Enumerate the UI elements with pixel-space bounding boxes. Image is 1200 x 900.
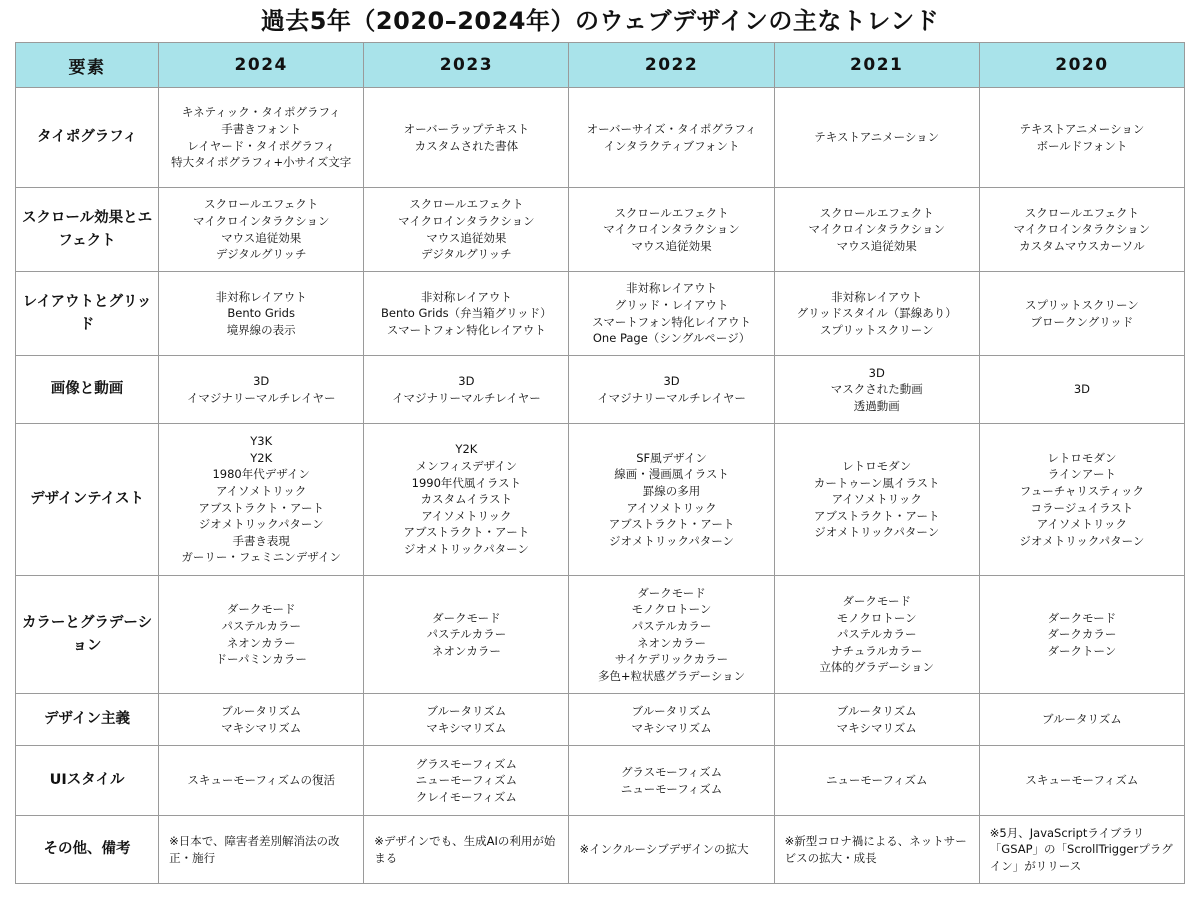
cell-line: ジオメトリックパターン — [198, 517, 324, 532]
note-text: ※日本で、障害者差別解消法の改正・施行 — [169, 833, 340, 865]
column-header-2022: 2022 — [569, 43, 774, 88]
cell-line: キネティック・タイポグラフィ — [181, 105, 341, 120]
cell-line: スマートフォン特化レイアウト — [592, 314, 751, 329]
cell-line: Bento Grids — [227, 306, 295, 321]
table-cell — [774, 88, 979, 188]
page-title: 過去5年（2020–2024年）のウェブデザインの主なトレンド — [260, 7, 940, 35]
cell-line: パステルカラー — [221, 618, 302, 633]
table-cell — [159, 88, 364, 188]
table-row-notes — [16, 816, 1185, 884]
note-text: ※新型コロナ禍による、ネットサービスの拡大・成長 — [784, 833, 967, 865]
row-label-image-video: 画像と動画 — [16, 356, 159, 424]
cell-line: フューチャリスティック — [1019, 483, 1144, 498]
cell-line: ガーリー・フェミニンデザイン — [181, 550, 341, 565]
cell-line: ドーパミンカラー — [215, 652, 307, 667]
table-cell — [774, 356, 979, 424]
cell-line: レトロモダン — [1047, 450, 1117, 465]
cell-line: アイソメトリック — [216, 483, 307, 498]
note-text: ※インクルーシブデザインの拡大 — [579, 842, 749, 857]
cell-line: ダークトーン — [1047, 643, 1117, 658]
cell-line: アイソメトリック — [421, 508, 512, 523]
cell-line: マキシマリズム — [221, 720, 302, 735]
cell-line: マウス追従効果 — [631, 238, 712, 253]
column-header-2024: 2024 — [159, 43, 364, 88]
cell-line: サイケデリックカラー — [614, 652, 729, 667]
cell-line: Bento Grids（弁当箱グリッド） — [381, 306, 552, 321]
table-cell — [774, 694, 979, 746]
cell-line: ダークモード — [432, 610, 501, 625]
cell-line: 3D — [868, 365, 885, 380]
cell-line: 手書きフォント — [221, 121, 302, 136]
cell-line: スマートフォン特化レイアウト — [386, 322, 546, 337]
table-cell — [569, 356, 774, 424]
cell-line: デジタルグリッチ — [421, 247, 512, 262]
table-row-scroll-effects — [16, 188, 1185, 272]
table-cell — [979, 576, 1184, 694]
cell-line: 透過動画 — [853, 398, 900, 413]
cell-line: ジオメトリックパターン — [814, 525, 940, 540]
cell-line: カスタムされた書体 — [414, 138, 519, 153]
cell-line: ブルータリズム — [221, 703, 302, 718]
row-label-typography: タイポグラフィ — [16, 88, 159, 188]
table-cell — [569, 188, 774, 272]
table-cell — [364, 88, 569, 188]
header-row — [16, 43, 1185, 88]
table-cell — [979, 272, 1184, 356]
cell-line: スクロールエフェクト — [204, 197, 319, 212]
cell-line: 3D — [253, 373, 270, 388]
cell-line: パステルカラー — [426, 627, 507, 642]
cell-line: アブストラクト・アート — [198, 500, 325, 515]
table-cell — [569, 746, 774, 816]
cell-line: インタラクティブフォント — [603, 138, 740, 153]
cell-line: マキシマリズム — [836, 720, 917, 735]
table-cell — [979, 188, 1184, 272]
cell-line: オーバーサイズ・タイポグラフィ — [586, 121, 757, 136]
table-cell — [569, 576, 774, 694]
cell-line: アイソメトリック — [831, 492, 922, 507]
note-cell — [774, 816, 979, 884]
cell-line: マスクされた動画 — [830, 382, 923, 397]
cell-line: マウス追従効果 — [426, 230, 507, 245]
cell-line: ダークカラー — [1047, 627, 1117, 642]
table-cell — [979, 356, 1184, 424]
table-row-design-taste — [16, 424, 1185, 576]
cell-line: 非対称レイアウト — [831, 289, 923, 304]
table-cell — [159, 694, 364, 746]
row-label-scroll-effects: スクロール効果とエフェクト — [16, 188, 159, 272]
cell-line: 罫線の多用 — [642, 483, 701, 498]
row-label-layout-grid: レイアウトとグリッド — [16, 272, 159, 356]
table-cell — [569, 424, 774, 576]
cell-line: マイクロインタラクション — [192, 213, 330, 228]
cell-line: マイクロインタラクション — [603, 222, 740, 237]
cell-line: Y3K — [250, 434, 273, 449]
cell-line: 非対称レイアウト — [215, 289, 307, 304]
cell-line: ダークモード — [842, 594, 911, 609]
table-cell — [569, 694, 774, 746]
cell-line: ニューモーフィズム — [620, 781, 723, 796]
note-text: ※5月、JavaScriptライブラリ「GSAP」の「ScrollTriggerプラグイン」がリリース — [989, 825, 1173, 873]
cell-line: スクロールエフェクト — [819, 205, 934, 220]
cell-line: グラスモーフィズム — [620, 764, 723, 779]
cell-line: ネオンカラー — [226, 635, 296, 650]
table-cell — [159, 424, 364, 576]
table-cell — [159, 356, 364, 424]
note-cell — [979, 816, 1184, 884]
cell-line: マイクロインタラクション — [1013, 222, 1151, 237]
cell-line: ネオンカラー — [637, 635, 707, 650]
cell-line: マイクロインタラクション — [398, 213, 535, 228]
cell-line: レトロモダン — [842, 459, 912, 474]
table-cell — [364, 188, 569, 272]
cell-line: 3D — [1073, 382, 1090, 397]
table-cell — [979, 746, 1184, 816]
cell-line: 境界線の表示 — [226, 322, 296, 337]
cell-line: コラージュイラスト — [1030, 500, 1134, 515]
cell-line: スキューモーフィズムの復活 — [187, 773, 335, 788]
table-cell — [159, 576, 364, 694]
column-header-2021: 2021 — [774, 43, 979, 88]
cell-line: ナチュラルカラー — [831, 643, 923, 658]
row-label-ui-style: UIスタイル — [16, 746, 159, 816]
table-cell — [364, 746, 569, 816]
column-header-2020: 2020 — [979, 43, 1184, 88]
cell-line: スプリットスクリーン — [819, 322, 934, 337]
cell-line: SF風デザイン — [636, 450, 707, 465]
cell-line: 1980年代デザイン — [212, 467, 310, 482]
cell-line: グラスモーフィズム — [415, 756, 517, 771]
cell-line: ダークモード — [637, 585, 706, 600]
cell-line: テキストアニメーション — [1019, 121, 1145, 136]
cell-line: ボールドフォント — [1036, 138, 1128, 153]
cell-line: ネオンカラー — [431, 643, 501, 658]
cell-line: パステルカラー — [631, 618, 712, 633]
table-cell — [364, 356, 569, 424]
cell-line: マウス追従効果 — [221, 230, 302, 245]
cell-line: Y2K — [455, 442, 478, 457]
cell-line: アブストラクト・アート — [403, 525, 530, 540]
table-row-design-ism — [16, 694, 1185, 746]
cell-line: 3D — [458, 373, 475, 388]
cell-line: ジオメトリックパターン — [609, 533, 735, 548]
cell-line: グリッド・レイアウト — [614, 297, 729, 312]
column-header-element: 要素 — [16, 43, 159, 88]
cell-line: イマジナリーマルチレイヤー — [597, 390, 746, 405]
cell-line: アイソメトリック — [1036, 517, 1128, 532]
cell-line: Y2K — [250, 450, 273, 465]
cell-line: ブロークングリッド — [1030, 314, 1134, 329]
table-cell — [774, 746, 979, 816]
table-cell — [569, 88, 774, 188]
column-header-2023: 2023 — [364, 43, 569, 88]
cell-line: テキストアニメーション — [814, 130, 940, 145]
cell-line: ニューモーフィズム — [825, 773, 928, 788]
table-cell — [774, 272, 979, 356]
cell-line: ダークモード — [1047, 610, 1117, 625]
table-row-image-video — [16, 356, 1185, 424]
note-cell — [364, 816, 569, 884]
table-cell — [979, 88, 1184, 188]
cell-line: 線画・漫画風イラスト — [614, 467, 729, 482]
cell-line: カートゥーン風イラスト — [813, 475, 940, 490]
row-label-notes: その他、備考 — [16, 816, 159, 884]
note-text: ※デザインでも、生成AIの利用が始まる — [374, 833, 556, 865]
note-cell — [159, 816, 364, 884]
cell-line: モノクロトーン — [631, 602, 712, 617]
note-cell — [569, 816, 774, 884]
table-cell — [979, 694, 1184, 746]
table-cell — [979, 424, 1184, 576]
table-row-typography — [16, 88, 1185, 188]
cell-line: マイクロインタラクション — [808, 222, 945, 237]
row-label-design-ism: デザイン主義 — [16, 694, 159, 746]
cell-line: スクロールエフェクト — [409, 197, 524, 212]
table-cell — [364, 272, 569, 356]
cell-line: カスタムイラスト — [420, 492, 513, 507]
cell-line: グリッドスタイル（罫線あり） — [796, 306, 957, 321]
cell-line: クレイモーフィズム — [415, 789, 517, 804]
cell-line: アイソメトリック — [626, 500, 717, 515]
cell-line: ブルータリズム — [836, 703, 917, 718]
cell-line: ブルータリズム — [1041, 712, 1122, 727]
cell-line: スクロールエフェクト — [1024, 205, 1139, 220]
cell-line: One Page（シングルページ） — [592, 331, 751, 346]
cell-line: ダークモード — [226, 602, 296, 617]
trend-table — [15, 42, 1185, 884]
cell-line: レイヤード・タイポグラフィ — [187, 138, 336, 153]
table-row-ui-style — [16, 746, 1185, 816]
table-row-color-gradation — [16, 576, 1185, 694]
table-cell — [159, 188, 364, 272]
row-label-color-gradation: カラーとグラデーション — [16, 576, 159, 694]
cell-line: マウス追従効果 — [836, 238, 917, 253]
table-cell — [364, 424, 569, 576]
table-cell — [774, 576, 979, 694]
cell-line: スクロールエフェクト — [614, 205, 729, 220]
cell-line: ブルータリズム — [426, 703, 507, 718]
cell-line: ニューモーフィズム — [415, 773, 518, 788]
cell-line: イマジナリーマルチレイヤー — [392, 390, 541, 405]
table-cell — [159, 272, 364, 356]
cell-line: 立体的グラデーション — [819, 660, 934, 675]
cell-line: 特大タイポグラフィ+小サイズ文字 — [171, 155, 352, 170]
cell-line: 非対称レイアウト — [625, 281, 718, 296]
cell-line: カスタムマウスカーソル — [1019, 238, 1145, 253]
cell-line: 3D — [663, 373, 680, 388]
cell-line: ジオメトリックパターン — [1019, 533, 1145, 548]
cell-line: パステルカラー — [836, 627, 917, 642]
cell-line: 非対称レイアウト — [420, 289, 512, 304]
cell-line: スキューモーフィズム — [1025, 773, 1139, 788]
table-cell — [364, 694, 569, 746]
cell-line: ラインアート — [1047, 467, 1117, 482]
cell-line: 手書き表現 — [232, 533, 290, 548]
cell-line: スプリットスクリーン — [1025, 297, 1139, 312]
cell-line: イマジナリーマルチレイヤー — [186, 390, 336, 405]
table-cell — [774, 188, 979, 272]
table-cell — [569, 272, 774, 356]
row-label-design-taste: デザインテイスト — [16, 424, 159, 576]
cell-line: デジタルグリッチ — [215, 247, 307, 262]
cell-line: マキシマリズム — [426, 720, 507, 735]
table-cell — [774, 424, 979, 576]
cell-line: ジオメトリックパターン — [403, 541, 529, 556]
cell-line: アブストラクト・アート — [813, 508, 940, 523]
table-row-layout-grid — [16, 272, 1185, 356]
cell-line: モノクロトーン — [836, 610, 917, 625]
cell-line: 1990年代風イラスト — [411, 475, 522, 490]
cell-line: ブルータリズム — [631, 703, 712, 718]
cell-line: マキシマリズム — [631, 720, 712, 735]
cell-line: オーバーラップテキスト — [403, 121, 530, 136]
cell-line: メンフィスデザイン — [415, 459, 518, 474]
table-cell — [364, 576, 569, 694]
cell-line: アブストラクト・アート — [608, 517, 735, 532]
table-cell — [159, 746, 364, 816]
cell-line: 多色+粒状感グラデーション — [597, 668, 746, 683]
